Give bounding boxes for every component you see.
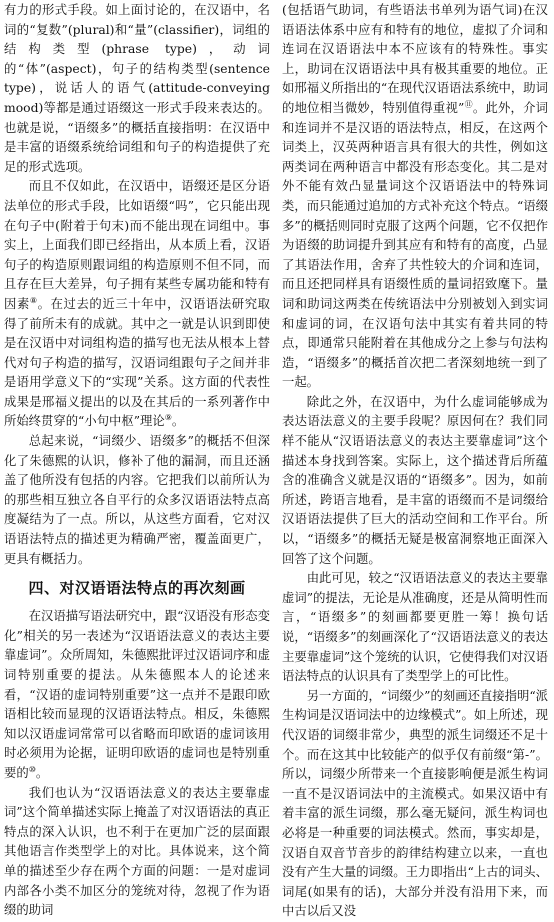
paragraph	[282, 393, 548, 569]
paragraph	[4, 607, 270, 783]
paragraph	[282, 1, 548, 393]
paragraph-text: 在汉语描写语法研究中，跟“汉语没有形态变化”相关的另一表述为“汉语语法意义的表达主要靠虚词”。众所周知，朱德熙批评过汉语词序和虚词特别重要的提法。从朱德熙本人的论述来看，“汉语的虚词特别重要”这一点并不是跟印欧语相比较而显现的汉语语法特点。相反，朱德熙知以汉语虚词常常可以省略而印欧语的虚词该用时必须用为论据，证明印欧语的虚词也是特别重要的	[4, 609, 270, 780]
footnote-marker: ⑨	[164, 413, 172, 423]
paragraph-text: 另一方面的，“词缀少”的刻画还直接指明“派生构词是汉语词法中的边缘模式”。如上所述，现代汉语的词缀非常少，典型的派生词缀还不足十个。而在这其中比较能产的似乎仅有前缀“第-”。所以，词缀少所带来一个直接影响便是派生构词一直不是汉语词法中的主流模式。如果汉语中有着丰富的派生词缀，那么毫无疑问，派生构词也必将是一种重要的词法模式。然而，事实却是，汉语自双音节音步的韵律结构建立以来，一直也没有产生大量的词缀。王力即指出“上古的词头、词尾(如果有的话)，大部分并没有沿用下来，而中古以后又没	[282, 688, 548, 919]
paragraph	[4, 432, 270, 569]
footnote-marker: ⑩	[28, 764, 36, 774]
paragraph-text: 。在过去的近三十年中，汉语语法研究取得了前所未有的成就。其中之一就是认识到即使是在汉语中对词组构造的描写也无法从根本上替代对句子构造的描写，汉语词组跟句子之间并非是语用学意义下的“实现”关系。这方面的代表性成果是邢福义提出的以及在其后的一系列著作中所始终贯穿的“小句中枢”理论	[4, 296, 271, 429]
paragraph-text: (包括语气助词，有些语法书单列为语气词)在汉语语法体系中应有和特有的地位，虚拟了介词和连词在汉语语法中本不应该有的特殊性。事实上，助词在汉语语法中具有极其重要的地位。正如邢福义所指出的“在现代汉语语法系统中，助词的地位相当微妙，特别值得重视”	[282, 3, 548, 115]
section-heading: 四、对汉语语法特点的再次刻画	[28, 579, 246, 598]
paragraph-text: 我们也认为“汉语语法意义的表达主要靠虚词”这个简单描述实际上掩盖了对汉语语法的真正特点的深入认识，也不利于在更加广泛的层面跟其他语言作类型学上的对比。具体说来，这个简单的描述至少存在两个方面的问题：一是对虚词内部各小类不加区分的笼统对待，忽视了作为语缀的助词	[4, 785, 270, 918]
paragraph-text: 。	[35, 765, 49, 780]
paragraph-text: 有力的形式手段。如上面讨论的，在汉语中，名词的“复数”(plural)和“量”(classifier)，词组的结构类型(phrase type)，动词的“体”(aspect)，句子的结构类型(sentence type)，说话人的语气(attitude-conveying mood)等都是通过语缀这一形式手段来表达的。也就是说，“语缀多”的概括直接指明：在汉语中是丰富的语缀系统给词组和句子的构造提供了充足的形式选项。	[4, 3, 270, 174]
left-column	[4, 1, 271, 918]
paragraph	[4, 1, 270, 177]
footnote-marker: ⑧	[29, 295, 38, 305]
paragraph-text: 总起来说，“词缀少、语缀多”的概括不但深化了朱德熙的认识，修补了他的漏洞，而且还涵盖了他所没有包括的内容。它把我们以前所认为的那些相互独立各自平行的众多汉语语法特点高度凝结为了一点。所以，从这些方面看，它对汉语语法特点的描述更为精确严密，覆盖面更广，更具有概括力。	[4, 434, 270, 566]
paragraph	[4, 177, 270, 432]
footnote-marker: ⑪	[464, 99, 473, 109]
right-column	[282, 1, 549, 919]
paragraph-text: 。此外，介词和连词并不是汉语的语法特点，相反，在这两个词类上，汉英两种语言具有很大的共性，例如这两类词在两种语言中都没有形态变化。其二是对外不能有效凸显量词这个汉语语法中的特殊词类，而只能通过追加的方式补充这个特点。“语缀多”的概括则同时克服了这两个问题，它不仅把作为语缀的助词提升到其应有和特有的高度，凸显了其语法作用，舍弃了共性较大的介词和连词，而且还把同样具有语缀性质的量词招致麾下。量词和助词这两类在传统语法中分别被划入到实词和虚词的词，在汉语句法中其实有着共同的特点，即通常只能附着在其他成分之上参与句法构造，“语缀多”的概括首次把二者深刻地统一到了一起。	[282, 100, 549, 390]
paragraph-text: 由此可见，较之“汉语语法意义的表达主要靠虚词”的提法，无论是从准确度，还是从简明性而言，“语缀多”的刻画都要更胜一筹！换句话说，“语缀多”的刻画深化了“汉语语法意义的表达主要靠虚词”这个笼统的认识，它使得我们对汉语语法特点的认识具有了类型学上的可比性。	[282, 571, 548, 684]
paragraph	[4, 784, 270, 921]
paragraph	[282, 569, 548, 687]
paragraph-text: 而且不仅如此，在汉语中，语缀还是区分语法单位的形式手段，比如语缀“吗”，它只能出现在句子中(附着于句末)而不能出现在词组中。事实上，上面我们即已经指出，从本质上看，汉语句子的构造原则跟词组的构造原则不但不同，而且存在巨大差异，句子拥有某些专属功能和特有因素	[4, 179, 270, 311]
paragraph	[282, 687, 548, 922]
paragraph-text: 。	[171, 414, 185, 429]
paragraph-text: 除此之外，在汉语中，为什么虚词能够成为表达语法意义的主要手段呢？原因何在？我们同样不能从“汉语语法意义的表达主要靠虚词”这个描述本身找到答案。实际上，这个描述背后所蕴含的准确含义就是汉语的“语缀多”。因为，如前所述，跨语言地看，是丰富的语缀而不是词缀给汉语语法提供了巨大的活动空间和工作平台。所以，“语缀多”的概括无疑是极富洞察地正面深入回答了这个问题。	[282, 394, 548, 566]
